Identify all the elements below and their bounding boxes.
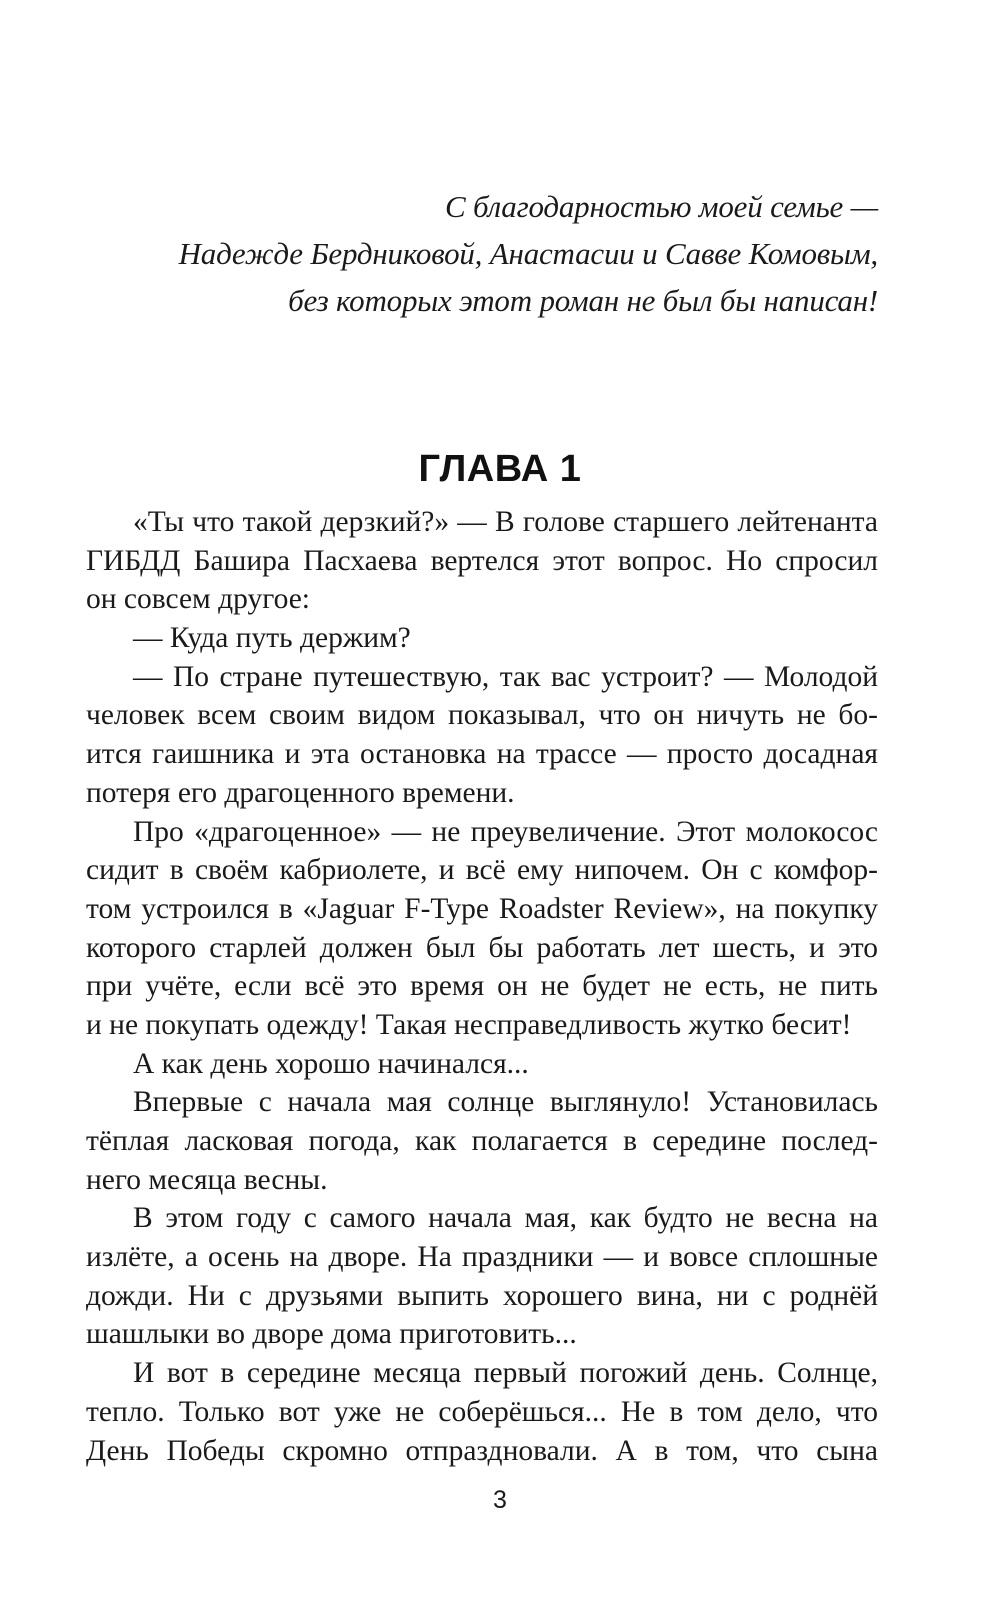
text-line: которого старлей должен был бы работать лет шесть, и это xyxy=(86,931,878,964)
dedication xyxy=(120,183,878,324)
text-line: Про «драгоценное» — не преувеличение. Этот молокосос xyxy=(133,815,878,848)
text-line: тёплая ласковая погода, как полагается в середине послед- xyxy=(86,1125,878,1157)
text-line: при учёте, если всё это время он не будет не есть, не пить xyxy=(86,970,878,1003)
text-line: излёте, а осень на дворе. На праздники — и вовсе сплошные xyxy=(86,1241,878,1274)
text-line: тепло. Только вот уже не соберёшься... Не в том дело, что xyxy=(86,1395,878,1428)
text-line: шашлыки во дворе дома приготовить... xyxy=(86,1318,577,1351)
text-line: «Ты что такой дерзкий?» — В голове старшего лейтенанта xyxy=(133,506,878,538)
text-line: И вот в середине месяца первый погожий день. Солнце, xyxy=(133,1357,878,1390)
text-line: В этом году с самого начала мая, как будто не весна на xyxy=(133,1202,878,1235)
dedication-line: без которых этот роман не был бы написан! xyxy=(288,283,878,318)
text-line: он совсем другое: xyxy=(86,583,310,616)
chapter-title: ГЛАВА 1 xyxy=(418,448,582,490)
dedication-line: Надежде Бердниковой, Анастасии и Савве Комовым, xyxy=(178,236,878,271)
text-line: него месяца весны. xyxy=(86,1163,328,1196)
text-line: А как день хорошо начинался... xyxy=(133,1047,529,1080)
text-line: ГИБДД Башира Пасхаева вертелся этот вопрос. Но спросил xyxy=(86,544,878,577)
text-line: Впервые с начала мая солнце выглянуло! Установилась xyxy=(133,1086,878,1119)
body-text xyxy=(86,503,878,1470)
page-number: 3 xyxy=(493,1486,507,1514)
text-line: ится гаишника и эта остановка на трассе — просто досадная xyxy=(86,738,878,771)
text-line: и не покупать одежду! Такая несправедливость жутко бесит! xyxy=(86,1008,852,1041)
text-line: потеря его драгоценного времени. xyxy=(86,776,515,809)
text-line: День Победы скромно отпраздновали. А в том, что сына xyxy=(86,1434,878,1467)
text-line: том устроился в «Jaguar F-Type Roadster Review», на покупку xyxy=(86,892,878,925)
dedication-line: С благодарностью моей семье — xyxy=(444,189,878,224)
text-line: дожди. Ни с друзьями выпить хорошего вина, ни с роднёй xyxy=(86,1279,878,1312)
text-line: — Куда путь держим? xyxy=(133,622,411,655)
text-line: человек всем своим видом показывал, что он ничуть не бо- xyxy=(86,699,878,732)
text-line: — По стране путешествую, так вас устроит? — Молодой xyxy=(133,660,878,693)
text-line: сидит в своём кабриолете, и всё ему нипочем. Он с комфор- xyxy=(86,854,878,887)
